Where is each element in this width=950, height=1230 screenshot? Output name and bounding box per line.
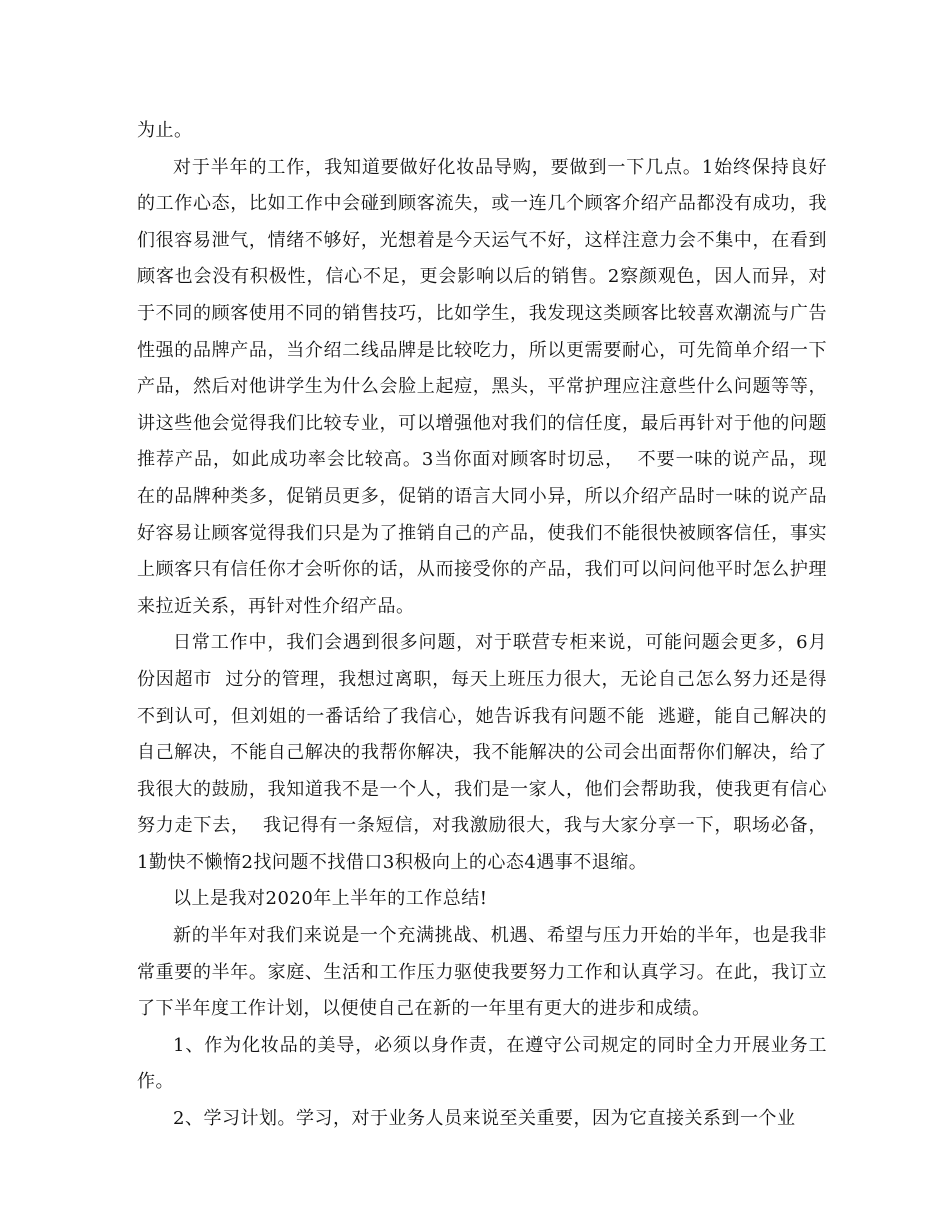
paragraph-daily-work: 日常工作中，我们会遇到很多问题，对于联营专柜来说，可能问题会更多，6月份因超市 过分的管理，我想过离职，每天上班压力很大，无论自己怎么努力还是得不到认可，但刘姐的一番话给了我信心，她告诉我有问题不能 逃避，能自己解决的自己解决，不能自己解决的我帮你解决，我不能解决的公司会出面帮你们解决，给了我很大的鼓励，我知道我不是一个人，我们是一家人，他们会帮助我，使我更有信心努力走下去， 我记得有一条短信，对我激励很大，我与大家分享一下，职场必备，1勤快不懒惰2找问题不找借口3积极向上的心态4遇事不退缩。 (137, 632, 827, 873)
paragraph-plan-item-2: 2、学习计划。学习，对于业务人员来说至关重要，因为它直接关系到一个业 (173, 1108, 796, 1130)
paragraph-summary-end: 以上是我对2020年上半年的工作总结! (173, 888, 488, 910)
document-body (137, 113, 827, 1138)
paragraph-plan-item-1: 1、作为化妆品的美导，必须以身作责，在遵守公司规定的同时全力开展业务工作。 (137, 1034, 827, 1093)
paragraph-sales-tips: 对于半年的工作，我知道要做好化妆品导购，要做到一下几点。1始终保持良好的工作心态，比如工作中会碰到顾客流失，或一连几个顾客介绍产品都没有成功，我们很容易泄气，情绪不够好，光想着是今天运气不好，这样注意力会不集中，在看到顾客也会没有积极性，信心不足，更会影响以后的销售。2察颜观色，因人而异，对于不同的顾客使用不同的销售技巧，比如学生，我发现这类顾客比较喜欢潮流与广告性强的品牌产品，当介绍二线品牌是比较吃力，所以更需要耐心，可先简单介绍一下产品，然后对他讲学生为什么会脸上起痘，黑头，平常护理应注意些什么问题等等，讲这些他会觉得我们比较专业，可以增强他对我们的信任度，最后再针对于他的问题推荐产品，如此成功率会比较高。3当你面对顾客时切忌， 不要一味的说产品，现在的品牌种类多，促销员更多，促销的语言大同小异，所以介绍产品时一味的说产品好容易让顾客觉得我们只是为了推销自己的产品，使我们不能很快被顾客信任，事实上顾客只有信任你才会听你的话，从而接受你的产品，我们可以问问他平时怎么护理来拉近关系，再针对性介绍产品。 (137, 156, 827, 617)
paragraph-continuation: 为止。 (137, 120, 193, 141)
paragraph-new-half-year: 新的半年对我们来说是一个充满挑战、机遇、希望与压力开始的半年，也是我非常重要的半年。家庭、生活和工作压力驱使我要努力工作和认真学习。在此，我订立了下半年度工作计划，以便使自己在新的一年里有更大的进步和成绩。 (137, 925, 827, 1020)
